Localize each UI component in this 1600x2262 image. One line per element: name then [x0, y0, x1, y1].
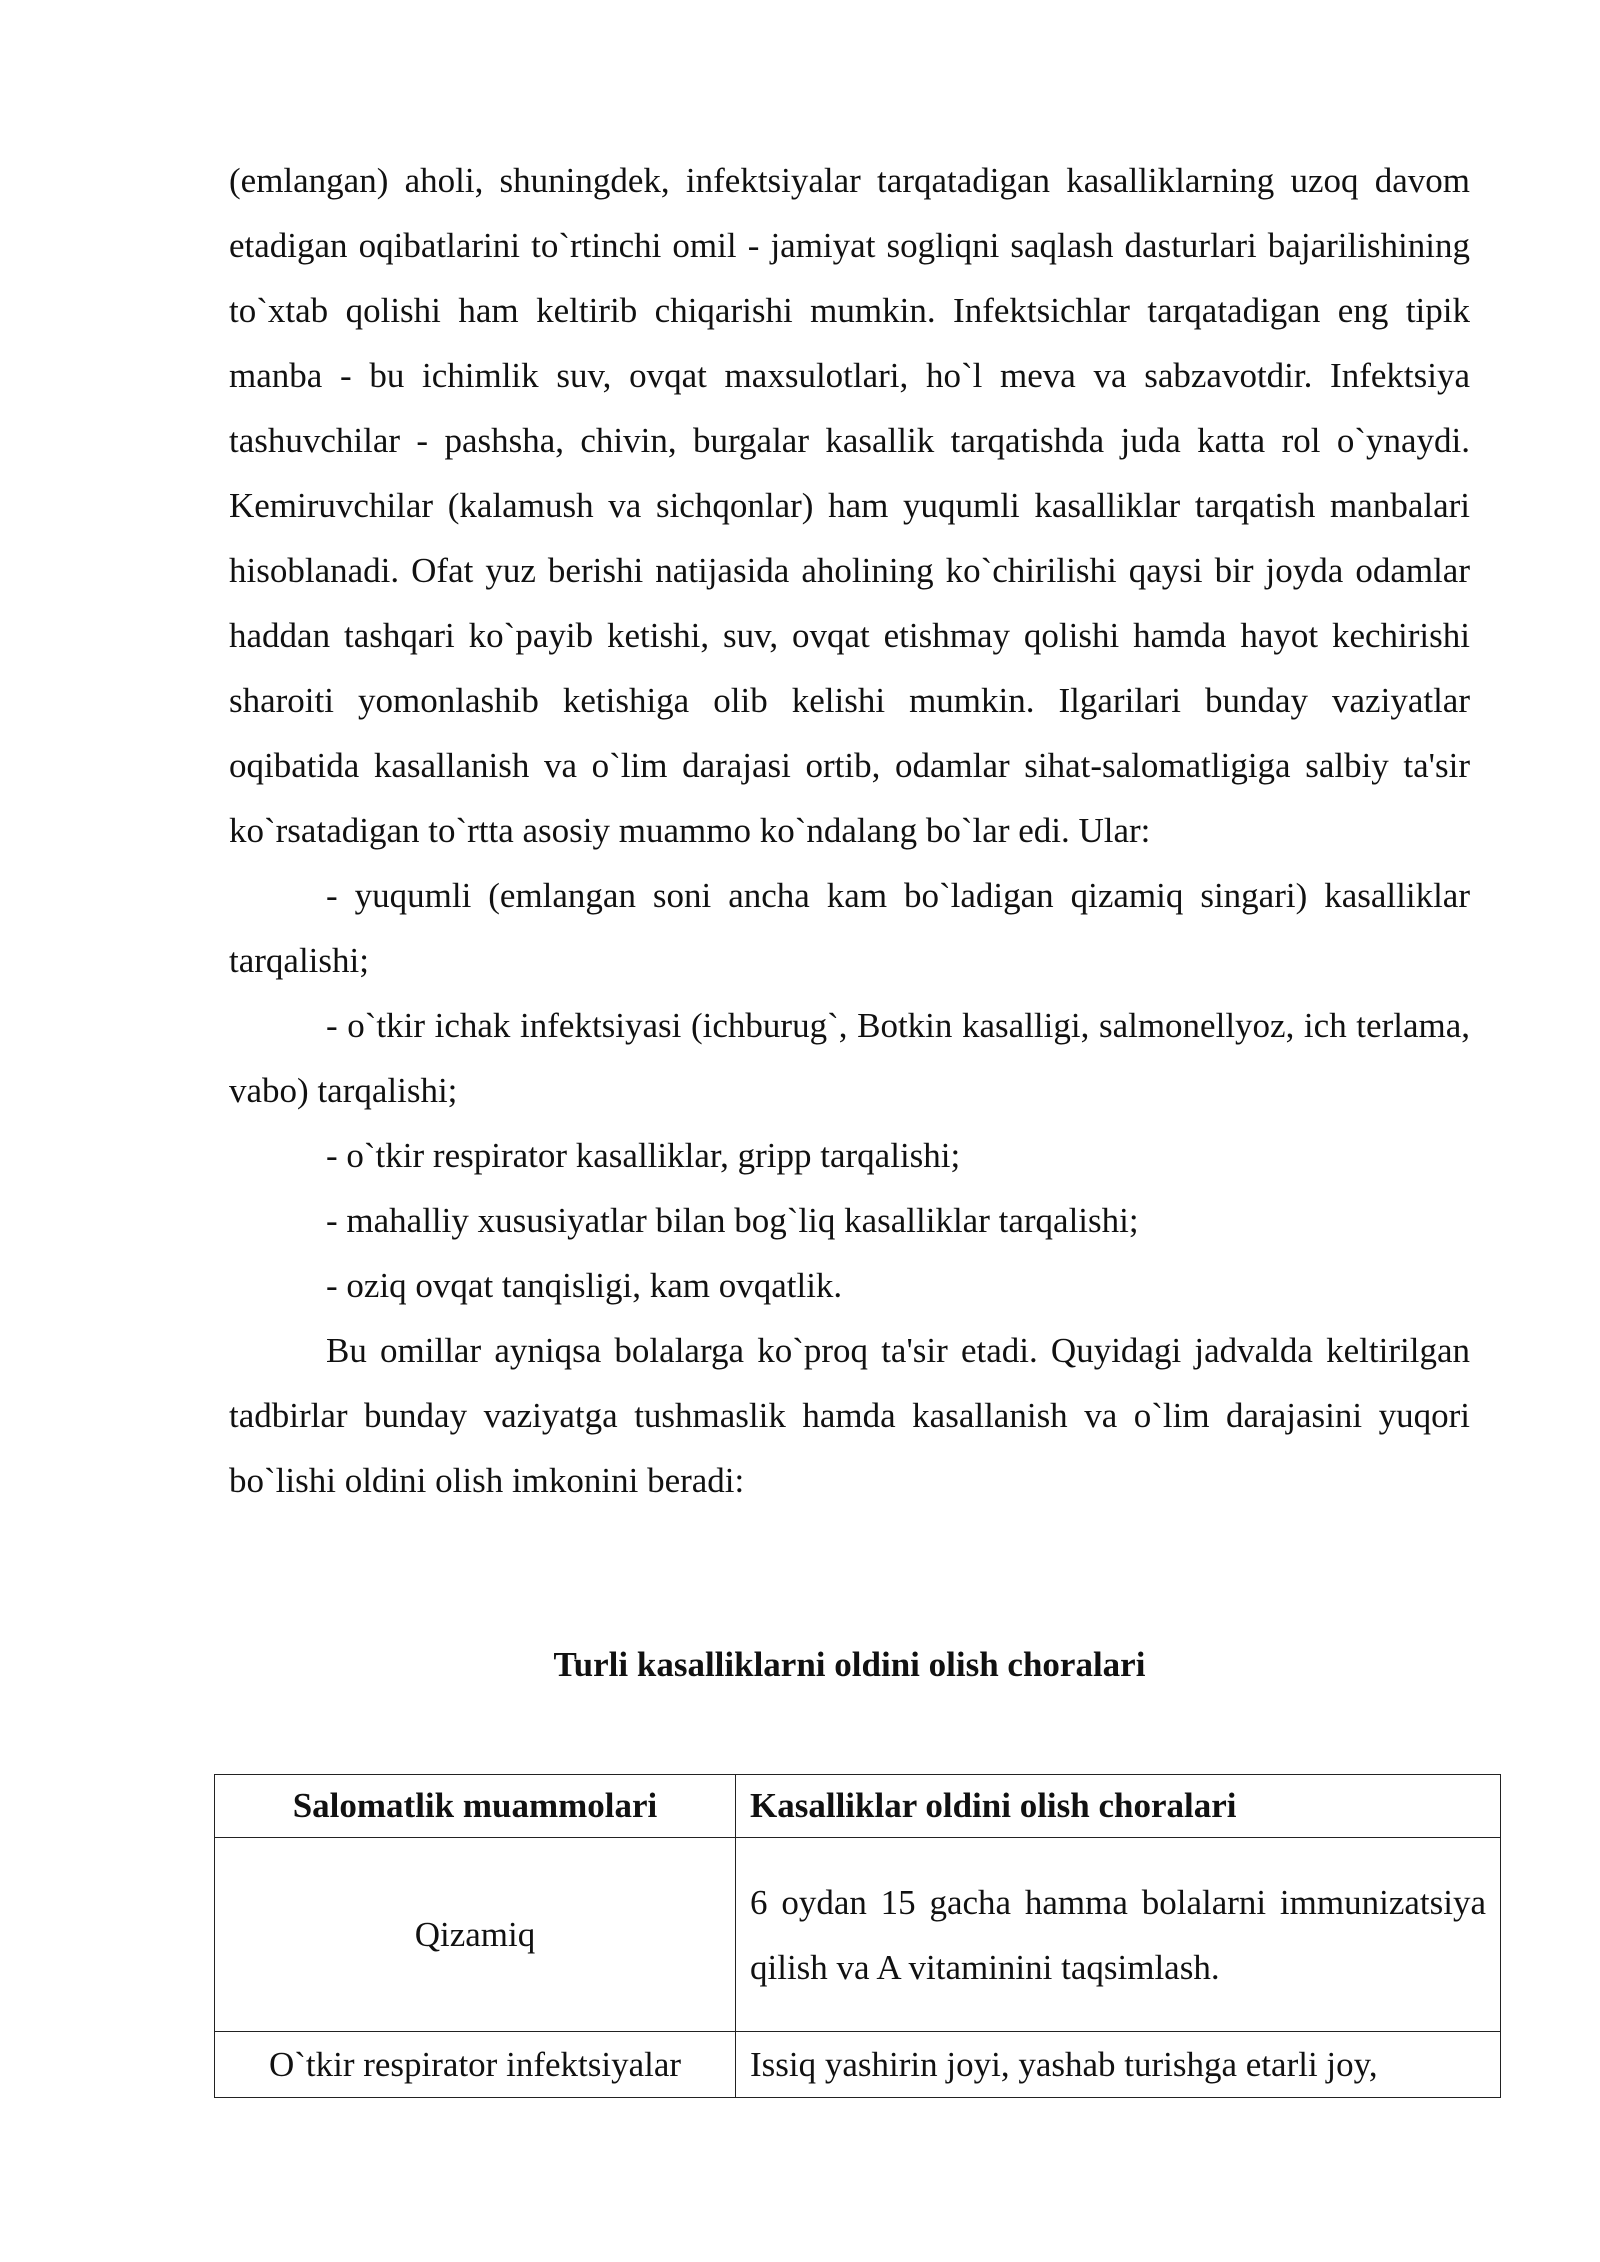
- list-item: - o`tkir respirator kasalliklar, gripp tarqalishi;: [326, 1136, 961, 1175]
- prevention-measure-cell: 6 oydan 15 gacha hamma bolalarni immunizatsiya qilish va A vitaminini taqsimlash.: [736, 1838, 1501, 2032]
- body-text: [229, 148, 1470, 1513]
- table-row: [215, 2032, 1501, 2098]
- table-title: Turli kasalliklarni oldini olish choralari: [553, 1645, 1146, 1684]
- table-row: [215, 1838, 1501, 2032]
- list-item: - mahalliy xususiyatlar bilan bog`liq kasalliklar tarqalishi;: [326, 1201, 1139, 1240]
- prevention-measure-cell: Issiq yashirin joyi, yashab turishga etarli joy,: [736, 2032, 1501, 2098]
- list-item: - o`tkir ichak infektsiyasi (ichburug`, Botkin kasalligi, salmonellyoz, ich terlama, vabo) tarqalishi;: [229, 1006, 1470, 1110]
- table-header-row: [215, 1775, 1501, 1838]
- list-item: - oziq ovqat tanqisligi, kam ovqatlik.: [326, 1266, 843, 1305]
- list-item: - yuqumli (emlangan soni ancha kam bo`ladigan qizamiq singari) kasalliklar tarqalishi;: [229, 876, 1470, 980]
- paragraph-intro: (emlangan) aholi, shuningdek, infektsiyalar tarqatadigan kasalliklarning uzoq davom etadigan oqibatlarini to`rtinchi omil - jamiyat sogliqni saqlash dasturlari bajarilishining to`xtab qolishi ham keltirib chiqarishi mumkin. Infektsichlar tarqatadigan eng tipik manba - bu ichimlik suv, ovqat maxsulotlari, ho`l meva va sabzavotdir. Infektsiya tashuvchilar - pashsha, chivin, burgalar kasallik tarqatishda juda katta rol o`ynaydi. Kemiruvchilar (kalamush va sichqonlar) ham yuqumli kasalliklar tarqatish manbalari hisoblanadi. Ofat yuz berishi natijasida aholining ko`chirilishi qaysi bir joyda odamlar haddan tashqari ko`payib ketishi, suv, ovqat etishmay qolishi hamda hayot kechirishi sharoiti yomonlashib ketishiga olib kelishi mumkin. Ilgarilari bunday vaziyatlar oqibatida kasallanish va o`lim darajasi ortib, odamlar sihat-salomatligiga salbiy ta'sir ko`rsatadigan to`rtta asosiy muammo ko`ndalang bo`lar edi. Ular:: [229, 161, 1470, 850]
- paragraph-closing: Bu omillar ayniqsa bolalarga ko`proq ta'sir etadi. Quyidagi jadvalda keltirilgan tadbirlar bunday vaziyatga tushmaslik hamda kasallanish va o`lim darajasini yuqori bo`lishi oldini olish imkonini beradi:: [229, 1331, 1470, 1500]
- column-header: Salomatlik muammolari: [215, 1775, 736, 1838]
- health-problem-cell: Qizamiq: [215, 1838, 736, 2032]
- health-problem-cell: O`tkir respirator infektsiyalar: [215, 2032, 736, 2098]
- column-header: Kasalliklar oldini olish choralari: [736, 1775, 1501, 1838]
- prevention-table: [214, 1774, 1501, 2098]
